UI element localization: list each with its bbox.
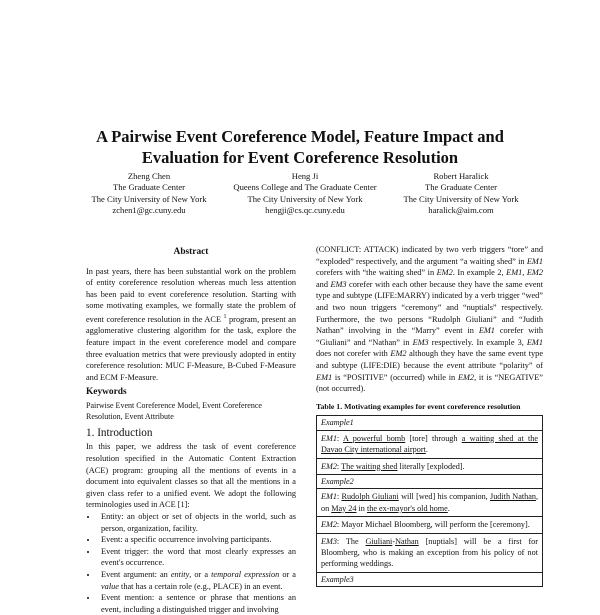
table-row: EM1: A powerful bomb [tore] through a waiting shed at the Davao City international airport. xyxy=(317,430,542,458)
title-line-1: A Pairwise Event Coreference Model, Feature Impact and xyxy=(96,127,504,146)
title-line-2: Evaluation for Event Coreference Resolution xyxy=(141,148,459,167)
table-row: EM3: The Giuliani-Nathan [nuptials] will be a first for Bloomberg, who is making an exception from his policy of not performing weddings. xyxy=(317,533,542,572)
abstract-text: In past years, there has been substantial work on the problem of entity coreference resolution whereas much less attention has been paid to event coreference resolution. Starting with some motivating examples, we formally state the problem of event coreference resolution in the ACE $^1$ program, present an agglomerative clustering algorithm for the task, explore the feature impact in the event coreference model and compare three evaluation metrics that were previously adopted in entity coreference resolution: MUC F-Measure, B-Cubed F-Measure and ECM F-Measure. xyxy=(86,266,296,382)
section-heading-introduction: 1. Introduction xyxy=(86,426,153,439)
author-email: zchen1@gc.cuny.edu xyxy=(112,205,186,216)
author-affiliation: The Graduate Center xyxy=(424,182,498,193)
keywords-heading: Keywords xyxy=(86,387,127,398)
body-paragraph: (CONFLICT: ATTACK) indicated by two verb triggers “tore” and “exploded” respectively, and the argument “a waiting shed” in EM1 corefers with “the waiting shed” in EM2. In example 2, EM1, EM2 and EM3 corefer with each other because they have the same event type and subtype (LIFE:MARRY) indicated by a verb trigger “wed” and two noun triggers “ceremony” and “nuptials” respectively. Furthermore, the two persons “Rudolph Giuliani” and “Judith Nathan” involving in the “Marry” event in EM1 corefer with “Giuliani” and “Nathan” in EM3 respectively. In example 3, EM1 does not corefer with EM2 although they have the same event type and subtype (LIFE:DIE) because the event attribute “polarity” of EM1 is “POSITIVE” (occurred) while in EM2, it is “NEGATIVE” (not occurred). xyxy=(316,245,544,394)
examples-table xyxy=(316,415,543,587)
author-name: Heng Ji xyxy=(291,171,319,181)
list-item: • Event: a specific occurrence involving participants. xyxy=(98,534,296,546)
author-name: Robert Haralick xyxy=(433,171,489,181)
table-caption: Table 1. Motivating examples for event coreference resolution xyxy=(316,401,521,411)
right-column xyxy=(316,244,543,587)
list-item: • Entity: an object or set of objects in the world, such as person, organization, facility. xyxy=(98,511,296,534)
example-header: Example3 xyxy=(317,572,542,586)
author-2 xyxy=(233,171,376,217)
table-row: EM2: Mayor Michael Bloomberg, will perform the [ceremony]. xyxy=(317,516,542,532)
terminology-list xyxy=(86,511,296,615)
example-header: Example2 xyxy=(317,474,542,488)
author-affiliation: Queens College and The Graduate Center xyxy=(233,182,377,193)
list-item: • Event argument: an entity, or a temporal expression or a value that has a certain role (e.g., PLACE) in an event. xyxy=(98,569,296,592)
footnote-mark: 1 xyxy=(223,313,227,320)
author-3 xyxy=(403,171,518,217)
author-email: haralick@aim.com xyxy=(428,205,494,216)
keywords-text: Pairwise Event Coreference Model, Event Coreference Resolution, Event Attribute xyxy=(86,400,262,421)
author-affiliation: The City University of New York xyxy=(91,193,207,204)
author-affiliation: The City University of New York xyxy=(247,193,363,204)
author-email: hengji@cs.qc.cuny.edu xyxy=(265,205,345,216)
table-row: EM1: Rudolph Giuliani will [wed] his companion, Judith Nathan, on May 24 in the ex-mayor's old home. xyxy=(317,488,542,516)
author-1 xyxy=(91,171,206,217)
paper-title xyxy=(60,126,540,168)
list-item: • Event mention: a sentence or phrase that mentions an event, including a distinguished trigger and involving xyxy=(98,592,296,615)
list-item: • Event trigger: the word that most clearly expresses an event's occurrence. xyxy=(98,546,296,569)
author-affiliation: The City University of New York xyxy=(403,193,519,204)
author-name: Zheng Chen xyxy=(127,171,171,181)
abstract-heading: Abstract xyxy=(173,247,209,257)
intro-paragraph: In this paper, we address the task of event coreference resolution specified in the Automatic Content Extraction (ACE) program: grouping all the mentions of events in a document into equivalent classes so that all the mentions in a given class refer to a unified event. We adopt the following terminologies used in ACE [1]: xyxy=(86,442,296,510)
author-affiliation: The Graduate Center xyxy=(112,182,186,193)
left-column xyxy=(86,247,296,615)
table-row: EM2: The waiting shed literally [exploded]. xyxy=(317,458,542,474)
example-header: Example1 xyxy=(321,418,354,428)
